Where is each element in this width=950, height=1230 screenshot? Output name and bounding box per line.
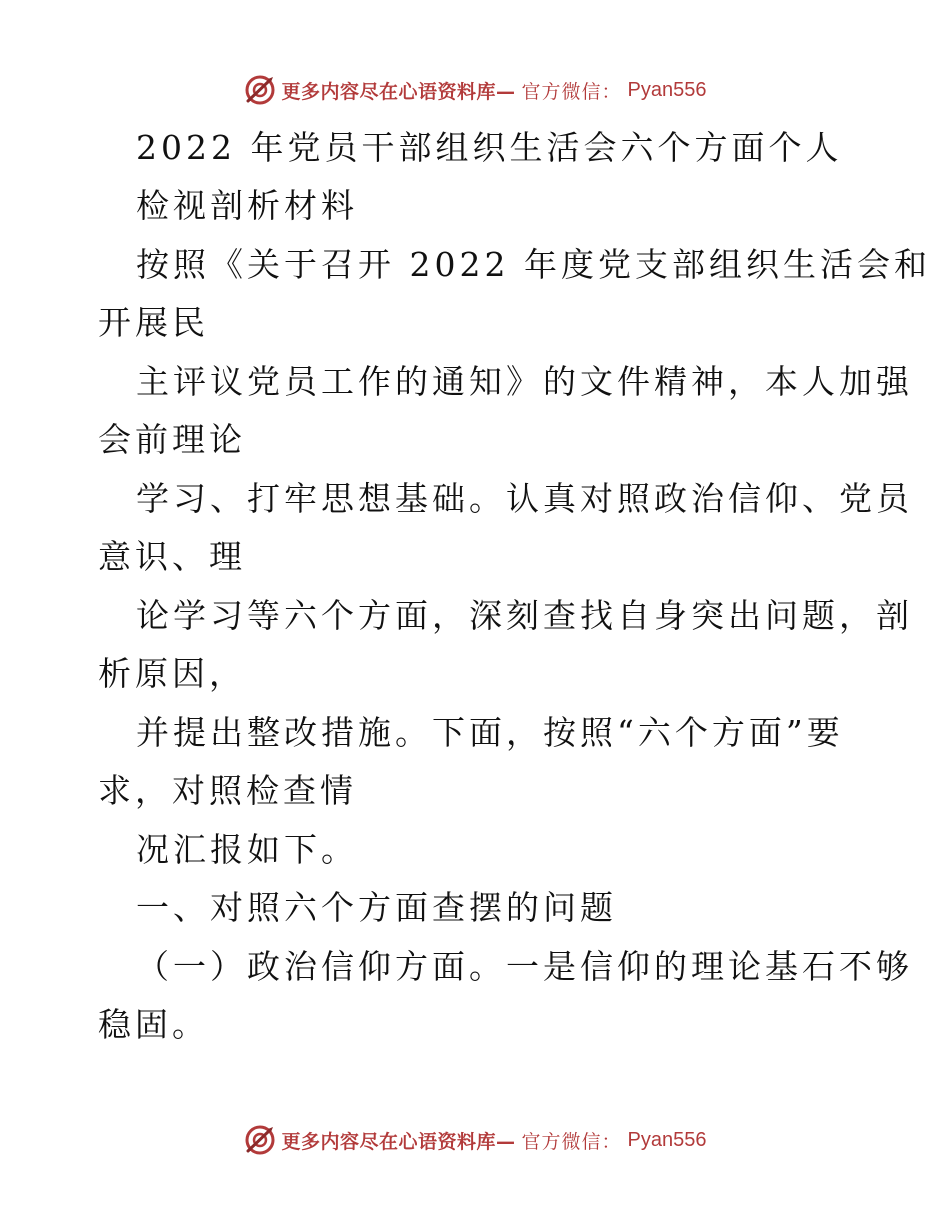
doc-paragraph-line: 开展民: [98, 303, 209, 342]
header-wechat-label: 官方微信：: [521, 80, 622, 103]
doc-paragraph-line: 主评议党员工作的通知》的文件精神，本人加强: [136, 362, 913, 401]
footer-wechat-label: 官方微信：: [521, 1130, 622, 1153]
doc-paragraph-line: 会前理论: [98, 420, 246, 459]
header-site-text: 更多内容尽在心语资料库—: [281, 80, 516, 103]
doc-title-line-2: 检视剖析材料: [136, 186, 358, 225]
subsection-line: （一）政治信仰方面。一是信仰的理论基石不够: [136, 947, 913, 986]
footer-site-text: 更多内容尽在心语资料库—: [281, 1130, 516, 1153]
doc-paragraph-line: 论学习等六个方面，深刻查找自身突出问题，剖: [136, 596, 913, 635]
doc-paragraph-line: 求，对照检查情: [98, 771, 357, 810]
header-wechat-id: Pyan556: [627, 78, 707, 101]
doc-paragraph-line: 并提出整改措施。下面，按照“六个方面”要: [136, 713, 844, 752]
subsection-line: 稳固。: [98, 1005, 209, 1044]
doc-paragraph-line: 按照《关于召开 2022 年度党支部组织生活会和: [136, 245, 931, 284]
logo-icon: [244, 74, 276, 106]
footer-banner: [0, 1120, 950, 1160]
doc-title-line-1: 2022 年党员干部组织生活会六个方面个人: [136, 128, 843, 167]
doc-paragraph-line: 况汇报如下。: [136, 830, 358, 869]
doc-paragraph-line: 意识、理: [98, 537, 246, 576]
doc-paragraph-line: 学习、打牢思想基础。认真对照政治信仰、党员: [136, 479, 913, 518]
logo-icon: [244, 1124, 276, 1156]
footer-wechat-id: Pyan556: [627, 1128, 707, 1151]
section-heading: 一、对照六个方面查摆的问题: [136, 888, 617, 927]
header-banner: [0, 70, 950, 110]
doc-paragraph-line: 析原因，: [98, 654, 246, 693]
